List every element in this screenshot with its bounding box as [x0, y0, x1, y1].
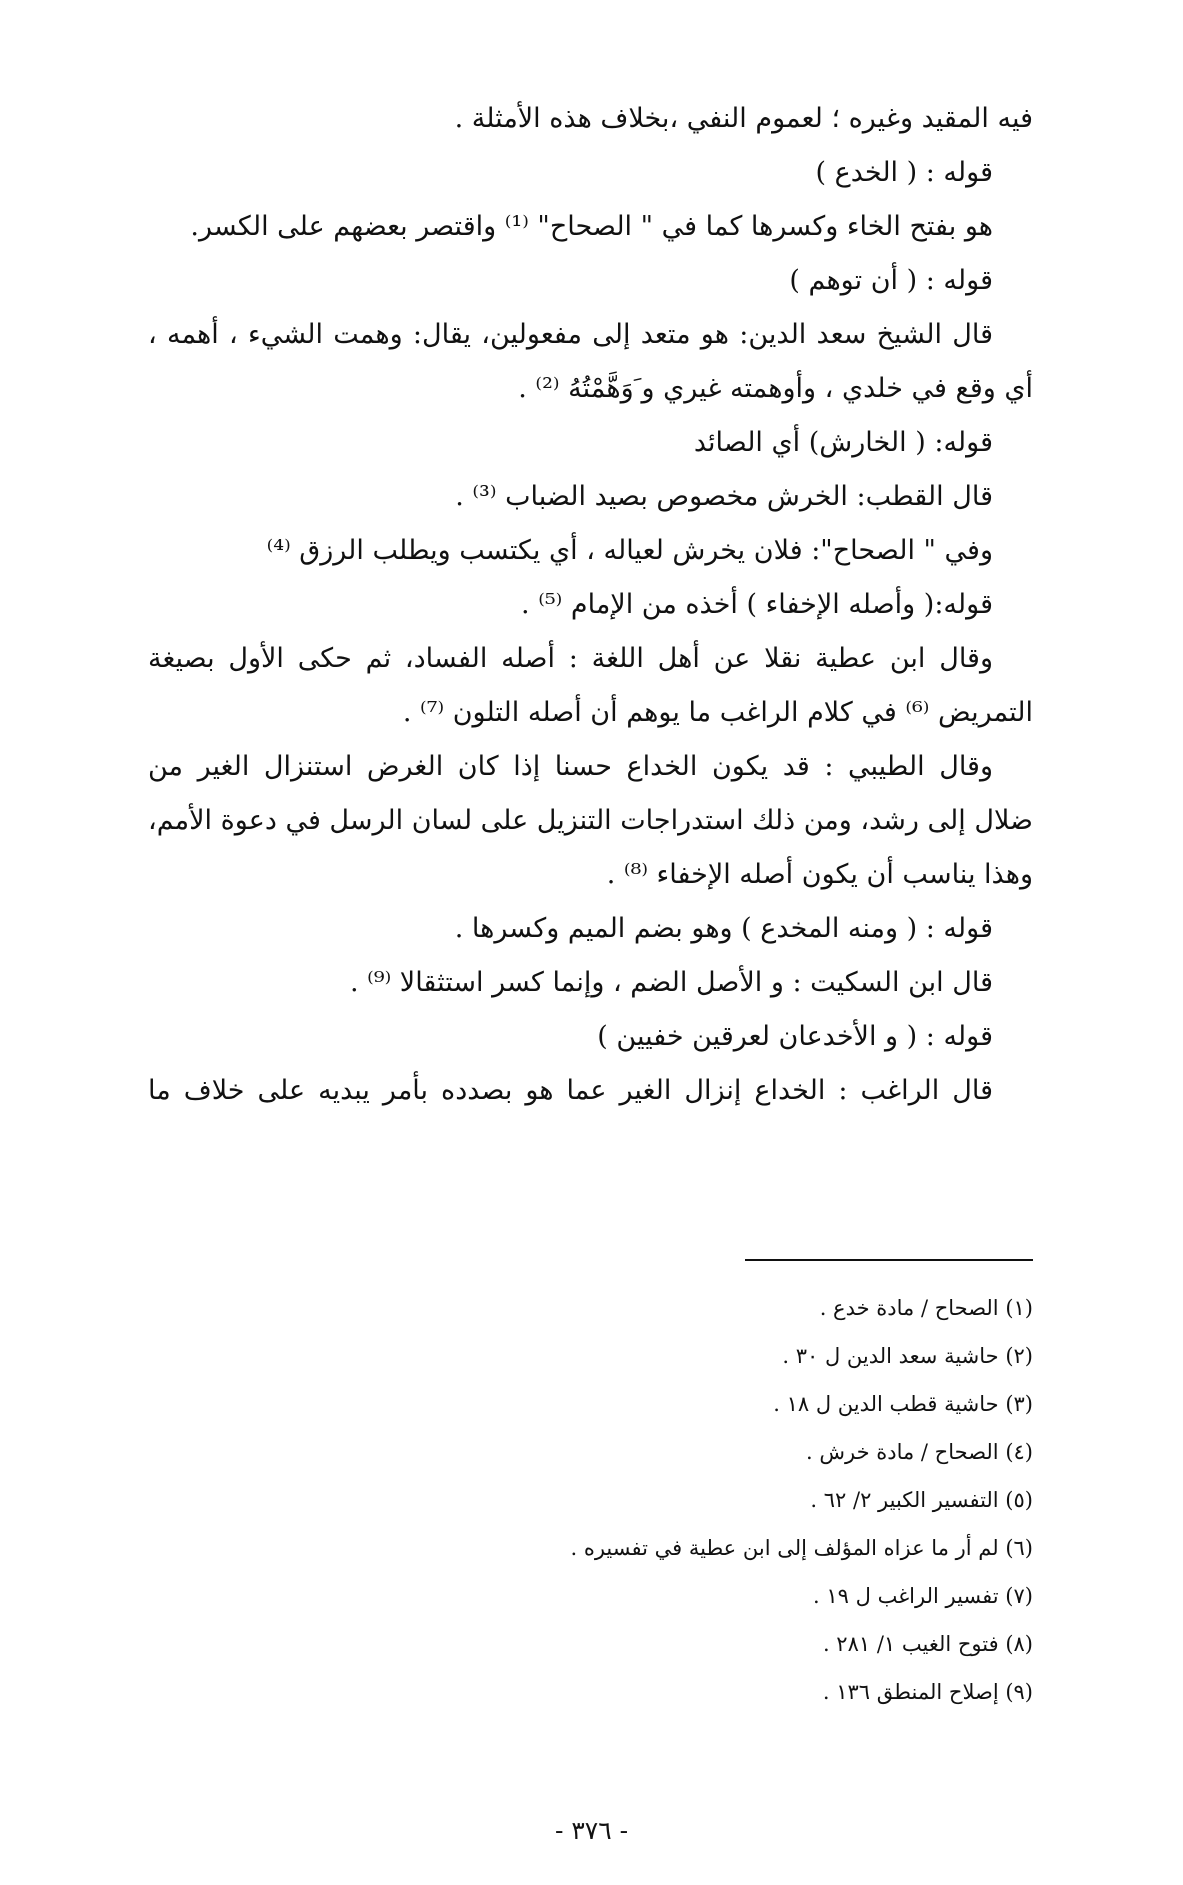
body-line: وفي " الصحاح": فلان يخرش لعياله ، أي يكتسب ويطلب الرزق ⁽⁴⁾ [266, 535, 993, 566]
footnote: (١) الصحاح / مادة خدع . [819, 1296, 1033, 1320]
footnote-separator [745, 1259, 1033, 1261]
footnote: (٤) الصحاح / مادة خرش . [806, 1440, 1033, 1464]
body-line: قوله : ( و الأخدعان لعرقين خفيين ) [597, 1021, 993, 1052]
footnote: (٢) حاشية سعد الدين ل ٣٠ . [782, 1344, 1033, 1368]
body-text [148, 92, 1033, 1118]
footnotes [400, 1284, 1033, 1716]
body-line: قوله : ( ومنه المخدع ) وهو بضم الميم وكسرها . [454, 913, 993, 944]
body-line: فيه المقيد وغيره ؛ لعموم النفي ،بخلاف هذه الأمثلة . [454, 103, 1033, 134]
body-line: قوله: ( الخارش) أي الصائد [693, 427, 993, 458]
body-line: التمريض ⁽⁶⁾ في كلام الراغب ما يوهم أن أصله التلون ⁽⁷⁾ . [402, 697, 1033, 728]
footnote: (٧) تفسير الراغب ل ١٩ . [813, 1584, 1033, 1608]
body-line: قال ابن السكيت : و الأصل الضم ، وإنما كسر استثقالا ⁽⁹⁾ . [349, 967, 993, 998]
footnote: (٥) التفسير الكبير ٢/ ٦٢ . [810, 1488, 1033, 1512]
body-line: وقال الطيبي : قد يكون الخداع حسنا إذا كان الغرض استنزال الغير من [148, 751, 993, 782]
footnote: (٣) حاشية قطب الدين ل ١٨ . [773, 1392, 1033, 1416]
body-line: أي وقع في خلدي ، وأوهمته غيري و َوَهَّمْتُهُ ⁽²⁾ . [518, 373, 1033, 404]
footnote: (٩) إصلاح المنطق ١٣٦ . [822, 1680, 1033, 1704]
body-line: هو بفتح الخاء وكسرها كما في " الصحاح" ⁽¹⁾ واقتصر بعضهم على الكسر. [190, 211, 993, 242]
body-line: قوله : ( أن توهم ) [789, 265, 993, 296]
footnote: (٨) فتوح الغيب ١/ ٢٨١ . [822, 1632, 1033, 1656]
body-line: ضلال إلى رشد، ومن ذلك استدراجات التنزيل على لسان الرسل في دعوة الأمم، [148, 805, 1033, 836]
body-line: قال الشيخ سعد الدين: هو متعد إلى مفعولين، يقال: وهمت الشيء ، أهمه ، [148, 319, 993, 350]
body-line: وهذا يناسب أن يكون أصله الإخفاء ⁽⁸⁾ . [606, 859, 1033, 890]
body-line: قال القطب: الخرش مخصوص بصيد الضباب ⁽³⁾ . [455, 481, 993, 512]
page-number: - ٣٧٦ - [554, 1816, 629, 1845]
body-line: قوله:( وأصله الإخفاء ) أخذه من الإمام ⁽⁵⁾ . [521, 589, 993, 620]
body-line: وقال ابن عطية نقلا عن أهل اللغة : أصله الفساد، ثم حكى الأول بصيغة [148, 643, 993, 674]
body-line: قال الراغب : الخداع إنزال الغير عما هو بصدده بأمر يبديه على خلاف ما [148, 1075, 993, 1106]
footnote: (٦) لم أر ما عزاه المؤلف إلى ابن عطية في تفسيره . [570, 1536, 1033, 1560]
body-line: قوله : ( الخدع ) [815, 157, 993, 188]
